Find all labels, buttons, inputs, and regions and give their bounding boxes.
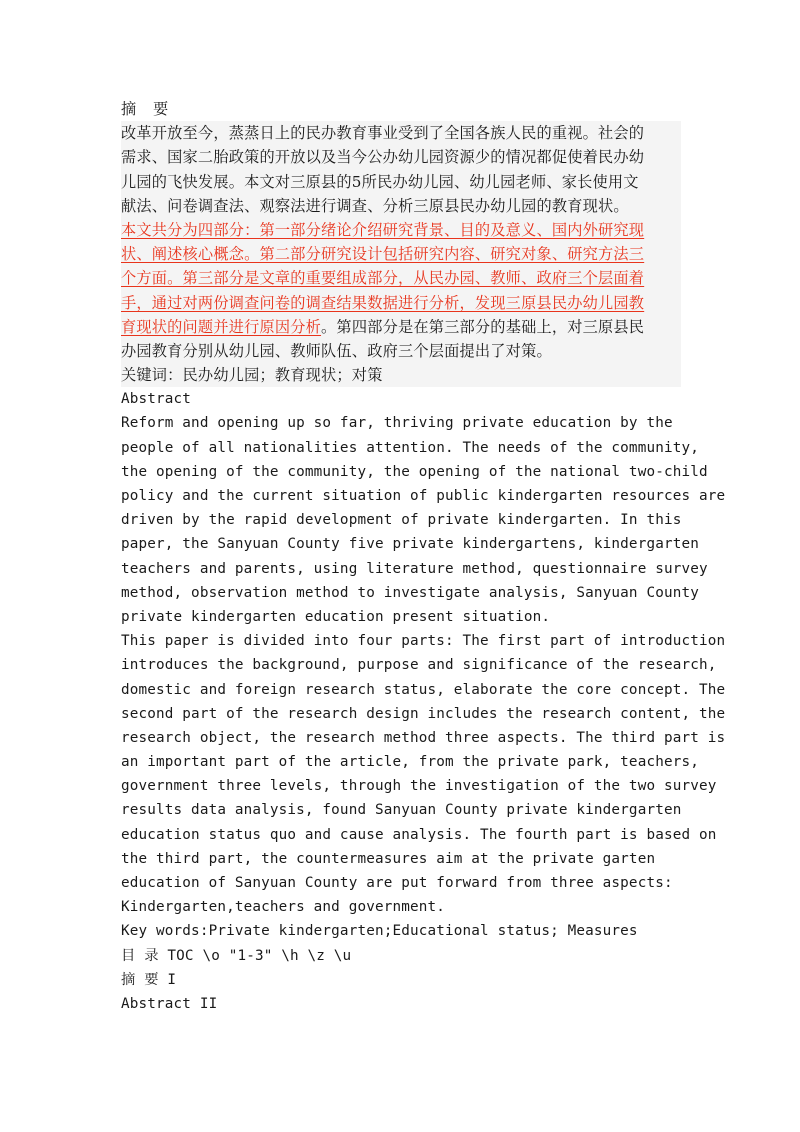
abstract-en-line: domestic and foreign research status, elaborate the core concept. The [121, 681, 726, 698]
abstract-en-line: This paper is divided into four parts: The first part of introduction [121, 633, 726, 650]
highlighted-text: 状、阐述核心概念。第二部分研究设计包括研究内容、研究对象、研究方法三 [121, 245, 645, 264]
abstract-en-line: Reform and opening up so far, thriving private education by the [121, 415, 673, 432]
toc-entry[interactable]: 摘 要 I [121, 971, 177, 988]
abstract-en-line: private kindergarten education present situation. [121, 608, 551, 625]
abstract-en-line: teachers and parents, using literature method, questionnaire survey [121, 560, 708, 577]
abstract-cn-line [121, 218, 681, 242]
toc-entry[interactable]: Abstract II [121, 995, 218, 1012]
abstract-en-line: results data analysis, found Sanyuan County private kindergarten [121, 802, 682, 819]
abstract-cn-line [121, 145, 681, 169]
abstract-cn-line [121, 121, 681, 145]
highlighted-text: 个方面。第三部分是文章的重要组成部分，从民办园、教师、政府三个层面着 [121, 269, 645, 288]
document-page [121, 97, 726, 1016]
abstract-cn-line [121, 242, 681, 266]
highlighted-text: 手，通过对两份调查问卷的调查结果数据进行分析，发现三原县民办幼儿园教 [121, 293, 645, 312]
abstract-en-line: second part of the research design includes the research content, the [121, 705, 726, 722]
highlighted-text: 本文共分为四部分：第一部分绪论介绍研究背景、目的及意义、国内外研究现 [121, 220, 645, 239]
abstract-en-line: the opening of the community, the opening of the national two-child [121, 463, 708, 480]
abstract-en-line: government three levels, through the investigation of the two survey [121, 778, 717, 795]
abstract-en-line: research object, the research method three aspects. The third part is [121, 729, 726, 746]
abstract-en-line: education status quo and cause analysis. The fourth part is based on [121, 826, 717, 843]
abstract-cn-line [121, 194, 681, 218]
abstract-cn-heading: 摘 要 [121, 100, 175, 118]
abstract-en-line: people of all nationalities attention. The needs of the community, [121, 439, 699, 456]
abstract-en-line: introduces the background, purpose and significance of the research, [121, 657, 717, 674]
body-text: 需求、国家二胎政策的开放以及当今公办幼儿园资源少的情况都促使着民办幼 [121, 148, 645, 167]
toc-field-code: 目 录 TOC \o "1-3" \h \z \u [121, 947, 352, 964]
abstract-en-line: driven by the rapid development of private kindergarten. In this [121, 512, 682, 529]
body-text: 。第四部分是在第三部分的基础上，对三原县民 [321, 317, 645, 336]
abstract-en-line: the third part, the countermeasures aim at the private garten [121, 850, 656, 867]
toc-entries [121, 968, 681, 1016]
body-text: 儿园的飞快发展。本文对三原县的5所民办幼儿园、幼儿园老师、家长使用文 [121, 172, 639, 191]
abstract-cn-line [121, 170, 681, 194]
abstract-cn-line [121, 315, 681, 339]
abstract-cn-line [121, 339, 681, 363]
body-text: 献法、问卷调查法、观察法进行调查、分析三原县民办幼儿园的教育现状。 [121, 196, 629, 215]
body-text: 改革开放至今，蒸蒸日上的民办教育事业受到了全国各族人民的重视。社会的 [121, 124, 645, 143]
abstract-en-line: method, observation method to investigate analysis, Sanyuan County [121, 584, 699, 601]
body-text: 办园教育分别从幼儿园、教师队伍、政府三个层面提出了对策。 [121, 341, 552, 360]
abstract-en-heading: Abstract [121, 391, 192, 408]
abstract-cn-body [121, 121, 681, 363]
abstract-en-body [121, 411, 726, 919]
keywords-en: Key words:Private kindergarten;Educational status; Measures [121, 923, 638, 940]
abstract-en-line: paper, the Sanyuan County five private kindergartens, kindergarten [121, 536, 699, 553]
highlighted-text: 育现状的问题并进行原因分析 [121, 317, 322, 336]
abstract-cn-line [121, 291, 681, 315]
abstract-en-line: policy and the current situation of public kindergarten resources are [121, 488, 726, 504]
abstract-en-line: Kindergarten,teachers and government. [121, 899, 446, 916]
keywords-cn: 关键词：民办幼儿园；教育现状；对策 [121, 363, 681, 387]
abstract-en-line: an important part of the article, from the private park, teachers, [121, 754, 699, 771]
abstract-cn-line [121, 266, 681, 290]
abstract-en-line: education of Sanyuan County are put forward from three aspects: [121, 875, 673, 891]
